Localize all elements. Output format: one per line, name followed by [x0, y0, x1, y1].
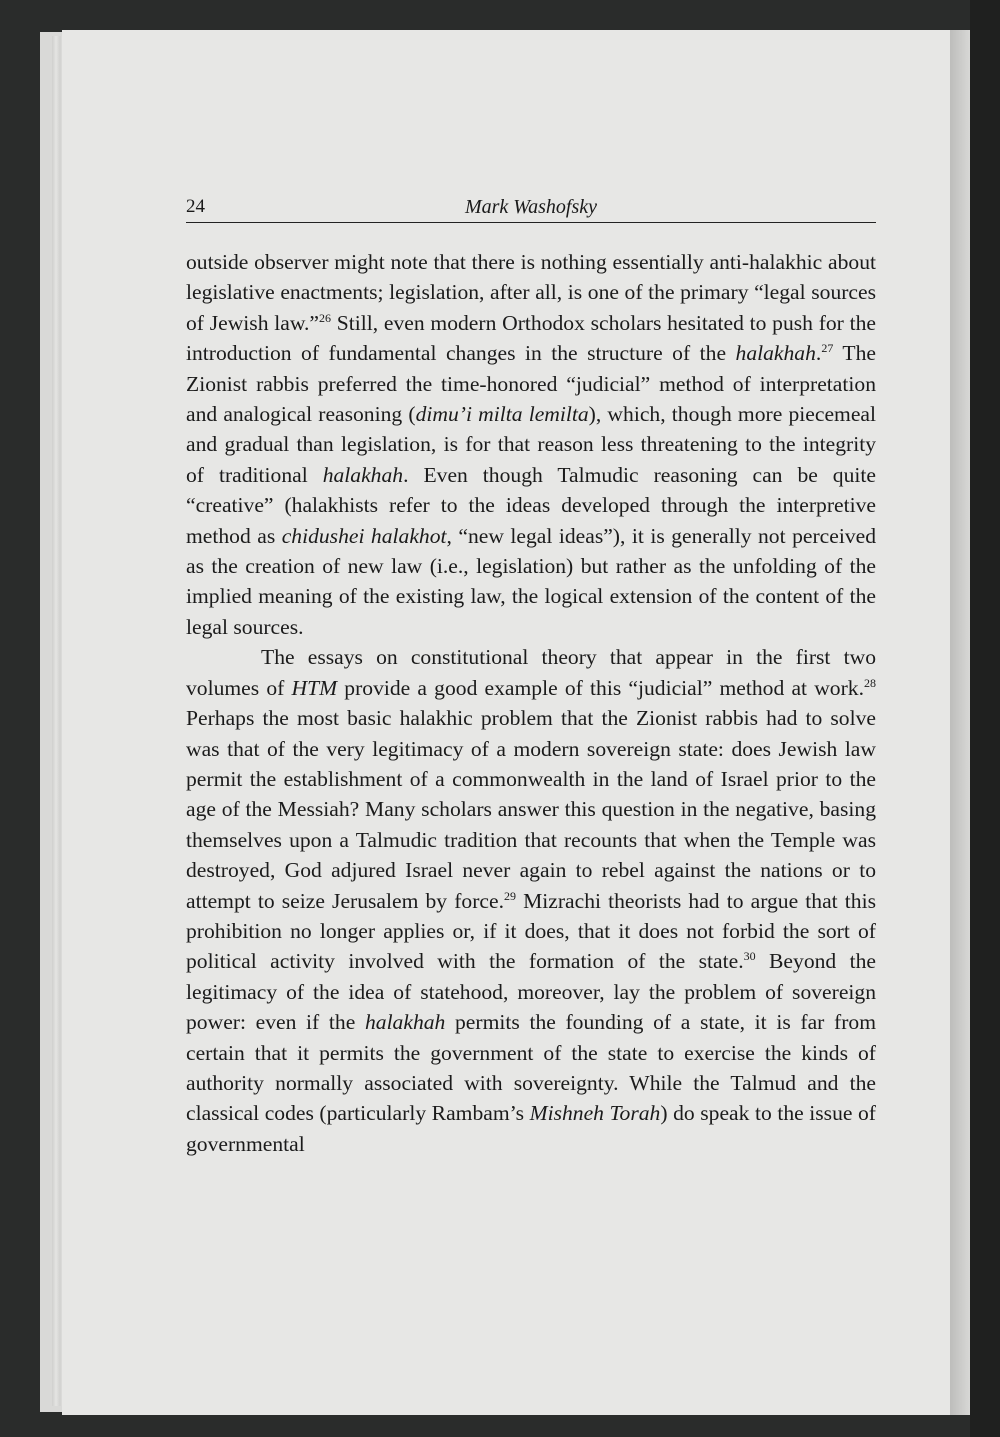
italic-term: dimu’i milta lemilta: [415, 402, 589, 427]
text-run: Perhaps the most basic halakhic problem that the Zionist rabbis had to solve was that of the very legitimacy of a modern sovereign state: does Jewish law permit the establishment of a commonwealth in the land of Israel prior to the age of the Messiah? Many scholars answer this question in the negative, basing themselves upon a Talmudic tradition that recounts that when the Temple was destroyed, God adjured Israel never again to rebel against the nations or to attempt to seize Jerusalem by force.: [186, 706, 876, 913]
text-run: ), which, though more piecemeal and gradual than legislation, is for that reason less threatening to the integrity of traditional: [186, 402, 876, 487]
text-run: outside observer might note that there is nothing essentially anti-halakhic about legislative enactments; legislation, after all, is one of the primary “legal sources of Jewish law.”: [186, 250, 876, 335]
paragraph-1: [186, 247, 876, 642]
italic-term: Mishneh Torah: [529, 1101, 661, 1126]
italic-term: HTM: [291, 675, 338, 700]
text-run: .: [815, 341, 822, 366]
italic-term: halakhah: [364, 1010, 446, 1035]
text-run: , “new legal ideas”), it is generally not perceived as the creation of new law (i.e., legislation) but rather as the unfolding of the implied meaning of the existing law, the logical extension of the content of the legal sources.: [186, 523, 876, 639]
text-run: The essays on constitutional theory that appear in the first two volumes of: [186, 645, 876, 700]
text-run: Beyond the legitimacy of the idea of statehood, moreover, lay the problem of sovereign power: even if the: [186, 949, 876, 1035]
text-run: permits the founding of a state, it is far from certain that it permits the government of the state to exercise the kinds of authority normally associated with sovereignty. While the Talmud and the classical codes (particularly Rambam’s: [186, 1010, 877, 1126]
paragraph-2: [186, 642, 876, 1159]
italic-term: halakhah: [735, 341, 816, 366]
text-run: . Even though Talmudic reasoning can be quite “creative” (halakhists refer to the ideas developed through the interpretive method as: [186, 462, 876, 548]
footnote-ref-28: 28: [864, 675, 876, 690]
text-run: ) do speak to the issue of governmental: [186, 1101, 876, 1156]
page-number: 24: [186, 196, 205, 217]
page-header: [186, 194, 876, 223]
footnote-ref-26: 26: [319, 310, 332, 325]
italic-term: halakhah: [322, 462, 404, 487]
italic-term: chidushei halakhot: [281, 523, 447, 548]
footnote-ref-27: 27: [821, 341, 834, 356]
body-text: [186, 247, 876, 1159]
text-run: The Zionist rabbis preferred the time-honored “judicial” method of interpretation and analogical reasoning (: [186, 341, 876, 427]
text-run: Still, even modern Orthodox scholars hesitated to push for the introduction of fundamental changes in the structure of the: [186, 310, 876, 366]
background-right: [970, 0, 1000, 1437]
running-head: Mark Washofsky: [464, 196, 598, 218]
text-run: provide a good example of this “judicial” method at work.: [337, 675, 864, 700]
footnote-ref-29: 29: [503, 888, 516, 903]
facing-page-edge: [950, 30, 970, 1415]
footnote-ref-30: 30: [743, 949, 756, 964]
text-run: Mizrachi theorists had to argue that this prohibition no longer applies or, if it does, that it does not forbid the sort of political activity involved with the formation of the state.: [186, 888, 876, 974]
